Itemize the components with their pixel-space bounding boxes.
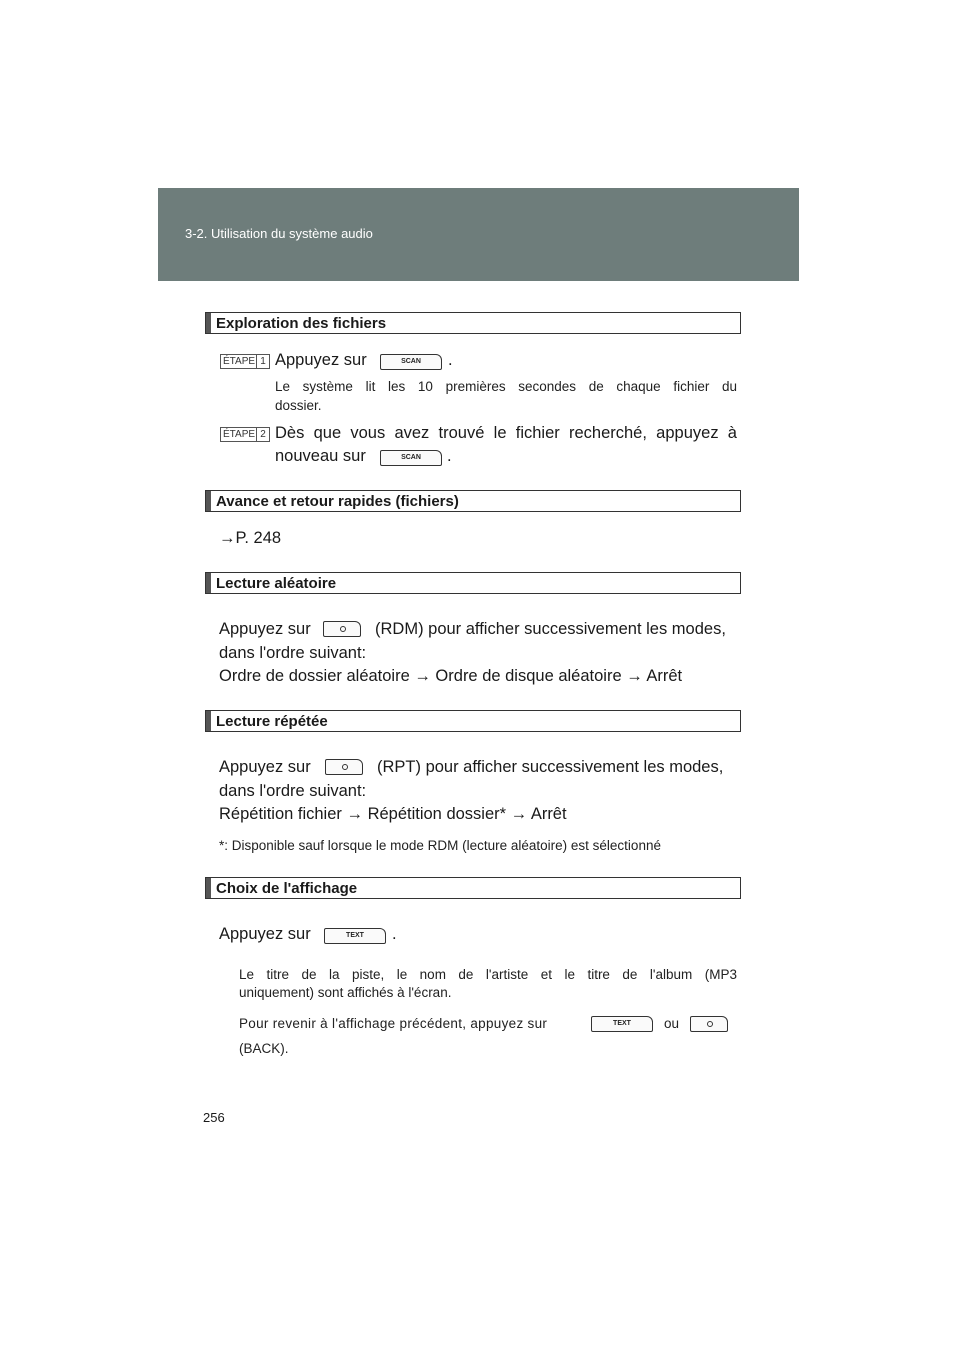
section-heading-exploration [205,312,741,334]
section-title: Choix de l'affichage [216,880,358,897]
scan-button-icon: SCAN [380,450,442,466]
note2-or: ou [664,1016,680,1031]
step-badge-2 [220,427,270,442]
section-heading-affichage [205,877,741,899]
footnote: *: Disponible sauf lorsque le mode RDM (lecture aléatoire) est sélectionné [219,838,661,853]
step-badge-number: 1 [256,355,269,368]
step-badge-label: ÉTAPE [223,429,256,440]
back-button-icon [690,1016,728,1032]
note1-line2: uniquement) sont affichés à l'écran. [239,985,452,1000]
page-number: 256 [203,1110,225,1125]
rdm-line1-post: (RDM) pour afficher successivement les modes, [375,620,726,638]
step-badge-number: 2 [256,428,269,441]
step2-line2: nouveau sur [275,447,366,465]
rpt-line2: dans l'ordre suivant: [219,782,367,800]
heading-bar [206,491,211,511]
period: . [392,925,397,943]
rdm-line2: dans l'ordre suivant: [219,644,367,662]
rpt-line1-post: (RPT) pour afficher successivement les modes, [377,758,724,776]
rdm-line1-pre: Appuyez sur [219,620,311,638]
rpt-line3: Répétition fichier → Répétition dossier* → Arrêt [219,805,567,823]
chapter-header [158,188,799,281]
note2-pre: Pour revenir à l'affichage précédent, appuyez sur [239,1016,548,1031]
text-line1: Appuyez sur [219,925,311,943]
breadcrumb: 3-2. Utilisation du système audio [185,226,373,241]
period: . [448,351,453,369]
step2-line1: Dès que vous avez trouvé le fichier recherché, appuyez à [275,424,737,442]
step1-text: Appuyez sur [275,351,367,369]
rpt-line1-pre: Appuyez sur [219,758,311,776]
heading-bar [206,878,211,898]
section-title: Exploration des fichiers [216,315,387,332]
step1-note-line1: Le système lit les 10 premières secondes de chaque fichier du [275,379,737,394]
period: . [447,447,452,465]
rdm-line3: Ordre de dossier aléatoire → Ordre de disque aléatoire → Arrêt [219,667,683,685]
text-button-icon: TEXT [324,928,386,944]
step-badge-label: ÉTAPE [223,356,256,367]
section-title: Avance et retour rapides (fichiers) [216,493,459,510]
section-heading-repetee [205,710,741,732]
section-heading-aleatoire [205,572,741,594]
section-title: Lecture aléatoire [216,575,337,592]
scan-button-icon: SCAN [380,354,442,370]
step1-note-line2: dossier. [275,398,322,413]
section-heading-avance [205,490,741,512]
rpt-button-icon [325,759,363,775]
heading-bar [206,573,211,593]
rdm-button-icon [323,621,361,637]
section-title: Lecture répétée [216,713,328,730]
heading-bar [206,313,211,333]
heading-bar [206,711,211,731]
note1-line1: Le titre de la piste, le nom de l'artiste et le titre de l'album (MP3 [239,967,737,982]
text-button-icon: TEXT [591,1016,653,1032]
note2-back: (BACK). [239,1041,289,1056]
step-badge-1 [220,354,270,369]
page-reference: →P. 248 [219,529,282,547]
